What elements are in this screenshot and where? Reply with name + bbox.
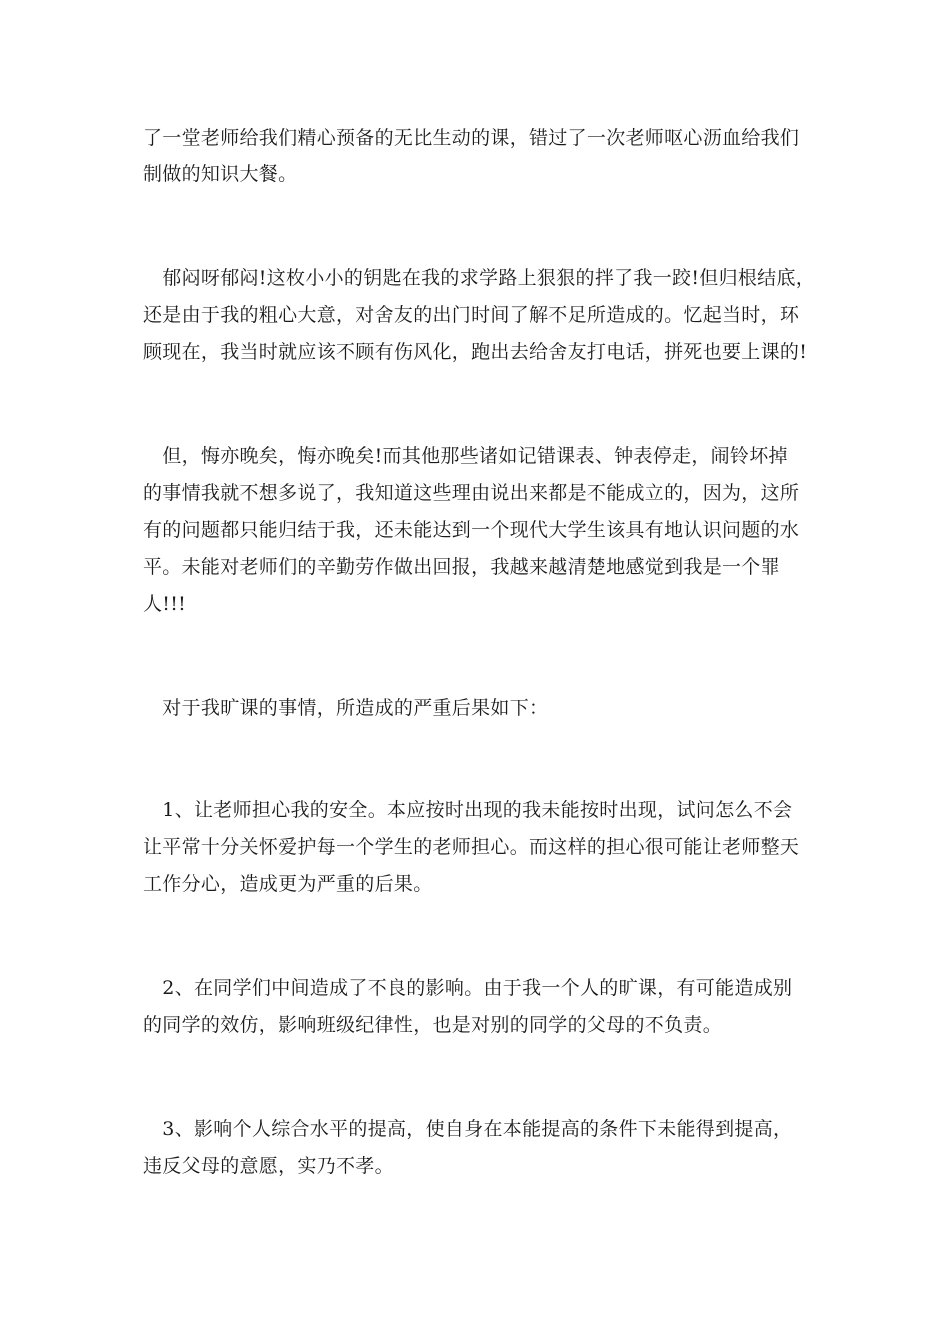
paragraph-5-line-3: 工作分心，造成更为严重的后果。: [143, 873, 433, 895]
paragraph-1-line-1: 了一堂老师给我们精心预备的无比生动的课，错过了一次老师呕心沥血给我们: [143, 127, 800, 149]
paragraph-3-line-4: 平。未能对老师们的辛勤劳作做出回报，我越来越清楚地感觉到我是一个罪: [143, 556, 780, 578]
paragraph-7-line-2: 违反父母的意愿，实乃不孝。: [143, 1155, 394, 1177]
paragraph-3-line-1: 但，悔亦晚矣，悔亦晚矣!而其他那些诸如记错课表、钟表停走，闹铃坏掉: [143, 445, 788, 467]
paragraph-2-line-2: 还是由于我的粗心大意，对舍友的出门时间了解不足所造成的。忆起当时，环: [143, 304, 800, 326]
paragraph-2-line-3: 顾现在，我当时就应该不顾有伤风化，跑出去给舍友打电话，拼死也要上课的!: [143, 341, 808, 363]
paragraph-7-line-1: 3、影响个人综合水平的提高，使自身在本能提高的条件下未能得到提高，: [143, 1118, 793, 1140]
paragraph-4-line-1: 对于我旷课的事情，所造成的严重后果如下：: [143, 697, 549, 719]
paragraph-1-line-2: 制做的知识大餐。: [143, 163, 298, 185]
paragraph-3-line-2: 的事情我就不想多说了，我知道这些理由说出来都是不能成立的，因为，这所: [143, 482, 800, 504]
paragraph-3-line-5: 人!!!: [143, 593, 187, 615]
paragraph-6-line-2: 的同学的效仿，影响班级纪律性，也是对别的同学的父母的不负责。: [143, 1014, 723, 1036]
paragraph-2-line-1: 郁闷呀郁闷!这枚小小的钥匙在我的求学路上狠狠的拌了我一跤!但归根结底，: [143, 267, 816, 289]
paragraph-6-line-1: 2、在同学们中间造成了不良的影响。由于我一个人的旷课，有可能造成别: [143, 977, 793, 999]
paragraph-3-line-3: 有的问题都只能归结于我，还未能达到一个现代大学生该具有地认识问题的水: [143, 519, 800, 541]
paragraph-5-line-2: 让平常十分关怀爱护每一个学生的老师担心。而这样的担心很可能让老师整天: [143, 836, 800, 858]
paragraph-5-line-1: 1、让老师担心我的安全。本应按时出现的我未能按时出现，试问怎么不会: [143, 799, 793, 821]
